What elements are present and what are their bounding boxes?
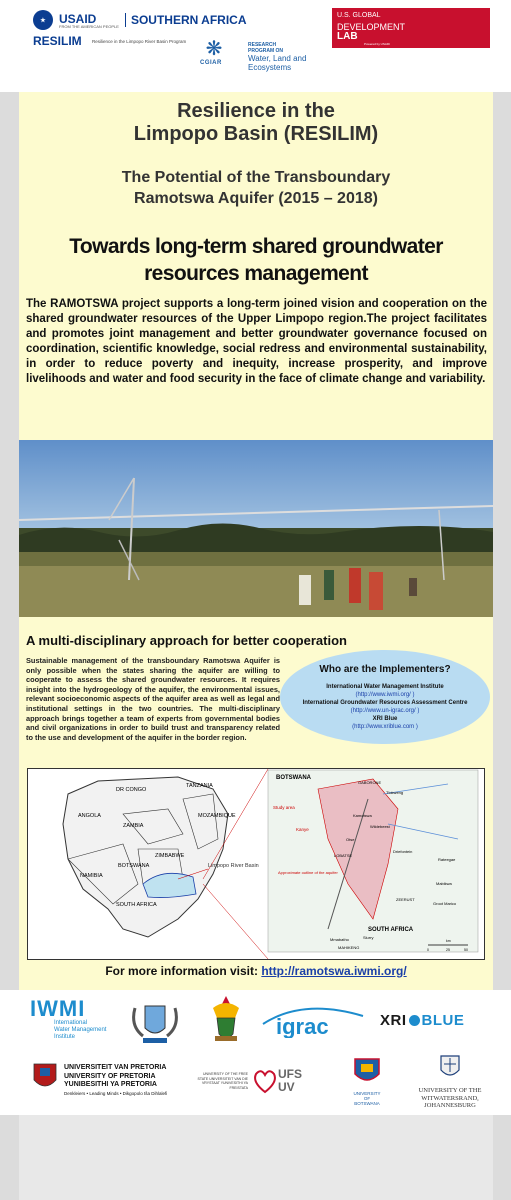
xri-text: XRI [380,1012,407,1029]
xri-blue-logo[interactable] [380,1012,464,1029]
tagline-line2: resources management [144,262,368,285]
place-zeerust: ZEERUST [396,897,415,902]
title-line2: Limpopo Basin (RESILIM) [133,123,379,145]
iwmi-sub3: Institute [54,1034,76,1040]
ub-line3: BOTSWANA [354,1101,380,1106]
map-country-zimbabwe: ZIMBABWE [155,853,185,859]
usaid-seal-icon: ★ [33,10,53,30]
inset-study-area: Study area [273,805,295,810]
scale-tick-0: 0 [427,948,429,952]
ub-line1: UNIVERSITY [353,1091,381,1096]
map-svg [28,769,484,959]
partner-logos [0,990,511,1115]
wits-line2: WITWATERSRAND, [421,1094,479,1102]
scale-tick-50: 50 [464,948,468,952]
place-driefontein: Driefontein [393,849,413,854]
implementers-title: Who are the Implementers? [319,664,451,675]
up-line2: UNIVERSITY OF PRETORIA [64,1072,156,1080]
scale-unit: km [446,939,451,943]
gdl-line4: Powered by USAID [364,42,390,46]
usaid-tagline: FROM THE AMERICAN PEOPLE [59,23,119,29]
wle-line1: RESEARCH [248,42,277,48]
botswana-coat-of-arms-icon[interactable] [125,996,185,1046]
place-gaborone: GABORONE [358,780,382,785]
up-line4: Denkleiers • Leading Minds • Dikgopolo tša Dihlalefi [64,1090,168,1096]
place-grootmarico: Groot Marico [433,901,457,906]
place-mahikeng: MAHIKENG [338,945,360,950]
cgiar-name: CGIAR [200,60,222,66]
inset-kanye: Kanye [296,827,309,832]
up-line1: UNIVERSITEIT VAN PRETORIA [64,1064,167,1071]
gdl-line3: LAB [337,31,358,42]
igrac-logo[interactable] [258,1004,368,1038]
banner-base [19,1115,493,1200]
implementers-list [280,683,490,731]
place-tlokweng: Tlokweng [386,790,404,795]
poster-subtitle [19,167,493,209]
map-country-tanzania: TANZANIA [186,783,213,789]
map-country-southafrica: SOUTH AFRICA [116,902,157,908]
location-map [27,768,485,960]
wle-program [248,42,306,72]
wle-line3: Water, Land and [248,54,307,63]
resilim-name: RESILIM [33,34,82,48]
cgiar-logo[interactable] [200,38,228,66]
inset-country-bottom: SOUTH AFRICA [368,927,414,933]
map-country-drcongo: DR CONGO [116,787,147,793]
igrac-logo-text: igrac [276,1014,329,1038]
wits-line3: JOHANNESBURG [424,1102,476,1109]
tagline-line1: Towards long-term shared groundwater [69,235,443,258]
irrigation-field-photo [19,440,493,617]
place-mmabatho: Mmabatho [330,937,349,942]
intro-paragraph: The RAMOTSWA project supports a long-term joined vision and cooperation on the shared groundwater resources of the Upper Limpopo region.The project facilitates and promotes joint management and better groundwater governance focused on coordination, scientific knowledge, social redress and environmental sustainability, in order to reduce poverty and inequity, increase prosperity, and improve livelihoods and water and food security in the face of climate change and variability. [26,298,487,385]
more-info-link[interactable]: http://ramotswa.iwmi.org/ [261,964,407,978]
place-lobatse: LOBATSE [334,853,353,858]
place-mabikwa: Mabikwa [436,881,452,886]
wle-line2: PROGRAM ON [248,48,283,54]
implementers-box [280,650,490,744]
wits-university-logo[interactable] [410,1052,490,1110]
implementer-igrac: International Groundwater Resources Assessment Centre [302,700,468,706]
poster-title [19,100,493,146]
inset-aquifer-label: Approximate outline of the aquifer [278,870,338,875]
map-country-angola: ANGOLA [78,813,101,819]
poster-tagline [19,233,493,287]
section-body: Sustainable management of the transboundary Ramotswa Aquifer is only possible when the states sharing the aquifer are willing to cooperate to assess the shared groundwater resources. It requires insight into the hydrogeology of the aquifer, the environmental issues, relevant socioeconomic aspects of the aquifer area as well as legal and institutional settings in the two countries. The multi-disciplinary approach brings together a team of experts from governmental bodies and civil organizations in order to build trust and transparency related to the use and development of the aquifer in the border region. [26,656,280,742]
ufs-small-text: UNIVERSITY OF THE FREE STATE UNIVERSITEIT VAN DIE VRYSTAAT YUNIVESITHI YA FREISTATA [197,1072,248,1090]
up-line3: YUNIBESITHI YA PRETORIA [64,1081,157,1088]
gdl-line1: U.S. GLOBAL [337,12,381,19]
implementer-xri-link[interactable]: (http://www.xriblue.com ) [352,724,418,730]
cgiar-leaf-icon: ❋ [205,38,223,60]
implementer-xri: XRI Blue [372,716,398,722]
subtitle-line2: Ramotswa Aquifer (2015 – 2018) [134,190,378,207]
map-basin-label: Limpopo River Basin [208,863,259,869]
map-country-namibia: NAMIBIA [80,873,103,879]
ub-line2: OF [363,1096,371,1101]
implementer-iwmi-link[interactable]: (http://www.iwmi.org/ ) [355,692,415,698]
place-otse: Otse [346,837,355,842]
header-bar [0,0,511,92]
wle-line4: Ecosystems [248,63,292,72]
xri-globe-icon [409,1015,420,1026]
place-wildebeest: Wildebeest [370,824,390,829]
inset-country-top: BOTSWANA [276,775,311,781]
title-line1: Resilience in the [177,100,335,122]
pretoria-crest-icon [32,1062,58,1092]
iwmi-sub1: International [54,1020,88,1026]
botswana-university-crest-icon [352,1056,382,1086]
iwmi-logo-text: IWMI [30,996,86,1021]
ufs-line2: UV [278,1080,295,1094]
wits-crest-icon [439,1052,461,1082]
map-country-mozambique: MOZAMBIQUE [198,813,236,819]
implementer-igrac-link[interactable]: (http://www.un-igrac.org/ ) [350,708,420,714]
global-development-lab-logo[interactable] [332,8,490,48]
ufs-line1: UFS [278,1067,302,1081]
subtitle-line1: The Potential of the Transboundary [121,169,391,186]
place-slurry: Slurry [363,935,374,940]
more-info [19,964,493,978]
xri-blue-text: BLUE [421,1012,465,1029]
place-rateegae: Rateegae [438,857,456,862]
map-country-zambia: ZAMBIA [123,823,144,829]
usaid-region: SOUTHERN AFRICA [125,13,247,27]
more-info-label: For more information visit: [105,964,258,978]
resilim-tagline: Resilience in the Limpopo River Basin Program [92,39,187,44]
place-kamotswa: Kamotswa [353,813,372,818]
usaid-logo[interactable] [33,10,247,30]
iwmi-sub2: Water Management [54,1027,107,1033]
usaid-brand: USAID [59,11,97,26]
wits-line1: UNIVERSITY OF THE [418,1087,482,1094]
ufs-heart-icon [250,1066,280,1096]
map-country-botswana: BOTSWANA [118,863,150,869]
university-of-botswana-logo[interactable] [345,1056,389,1106]
gdl-line2: DEVELOPMENT [337,22,406,32]
implementer-iwmi: International Water Management Institute [326,684,444,690]
south-africa-coat-of-arms-icon[interactable] [205,994,247,1046]
scale-tick-25: 25 [446,948,450,952]
section-heading: A multi-disciplinary approach for better cooperation [26,633,347,648]
iwmi-logo[interactable] [30,998,106,1041]
